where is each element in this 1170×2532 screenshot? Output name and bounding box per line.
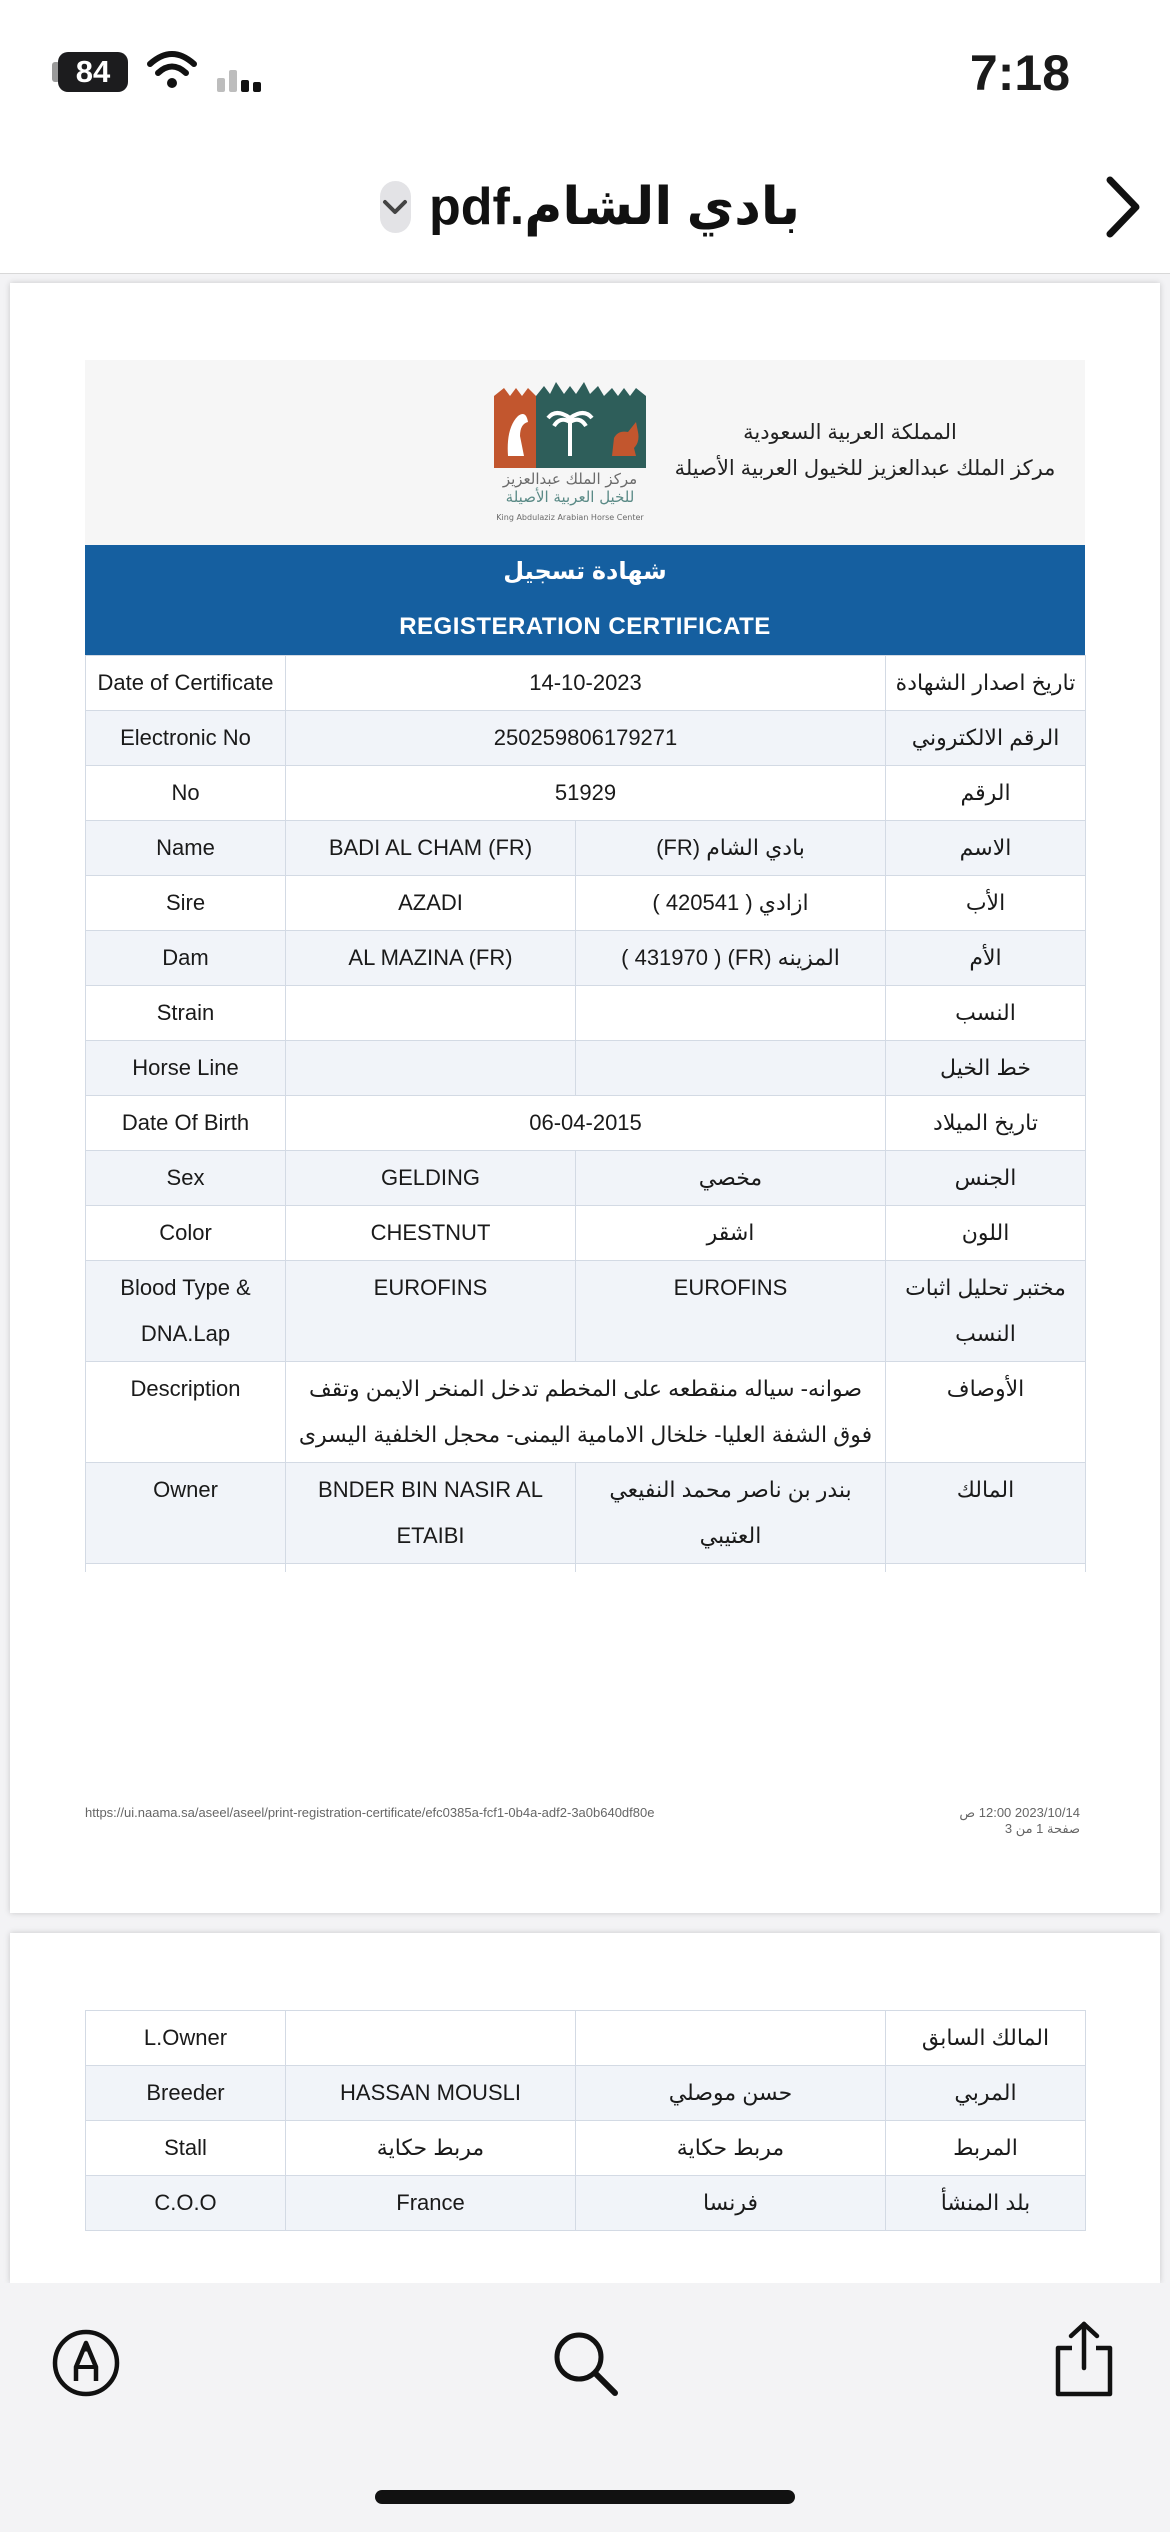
ar-label: الجنس (886, 1151, 1086, 1206)
table-row (86, 2011, 1086, 2066)
document-title: بادي الشام.pdf (428, 178, 800, 236)
ar-value: فرنسا (576, 2176, 886, 2231)
en-value: HASSAN MOUSLI (286, 2066, 576, 2121)
svg-text:مركز الملك عبدالعزيز: مركز الملك عبدالعزيز (502, 470, 638, 488)
header-center-name: مركز الملك عبدالعزيز للخيول العربية الأصيلة (674, 457, 1056, 480)
en-value: France (286, 2176, 576, 2231)
en-label: No (86, 766, 286, 821)
table-row (86, 1206, 1086, 1261)
table-row (86, 876, 1086, 931)
en-value: CHESTNUT (286, 1206, 576, 1261)
wifi-icon (146, 50, 198, 92)
cellular-signal-icon (215, 56, 265, 94)
document-title-button[interactable] (380, 170, 800, 244)
ar-label: اللون (886, 1206, 1086, 1261)
chevron-down-icon[interactable] (380, 181, 411, 233)
en-value: GELDING (286, 1151, 576, 1206)
ar-label: الاسم (886, 821, 1086, 876)
cell-value: 14-10-2023 (286, 656, 886, 711)
header-country: المملكة العربية السعودية (743, 421, 957, 444)
en-label: Sire (86, 876, 286, 931)
home-indicator[interactable] (375, 2490, 795, 2504)
en-label: Description (86, 1362, 286, 1463)
ar-value (576, 986, 886, 1041)
battery-indicator: 84 (58, 52, 128, 92)
table-row (86, 1362, 1086, 1463)
ar-label: تاريخ اصدار الشهادة (886, 656, 1086, 711)
en-value (286, 1041, 576, 1096)
ar-label: النسب (886, 986, 1086, 1041)
chevron-right-icon[interactable] (1098, 172, 1148, 242)
ar-label: المالك السابق (886, 2011, 1086, 2066)
en-value: AL MAZINA (FR) (286, 931, 576, 986)
en-label: Date of Certificate (86, 656, 286, 711)
ar-label: الأب (886, 876, 1086, 931)
svg-text:للخيل العربية الأصيلة: للخيل العربية الأصيلة (505, 488, 635, 506)
en-label: Horse Line (86, 1041, 286, 1096)
ar-label: خط الخيل (886, 1041, 1086, 1096)
cell-value: 250259806179271 (286, 711, 886, 766)
en-value: BNDER BIN NASIR AL ETAIBI (286, 1463, 576, 1564)
svg-text:King Abdulaziz Arabian Horse C: King Abdulaziz Arabian Horse Center (496, 513, 644, 522)
ar-label: الأوصاف (886, 1362, 1086, 1463)
table-row (86, 2176, 1086, 2231)
ar-label: بلد المنشأ (886, 2176, 1086, 2231)
ar-label: مختبر تحليل اثبات النسب (886, 1261, 1086, 1362)
en-value: BADI AL CHAM (FR) (286, 821, 576, 876)
en-label: C.O.O (86, 2176, 286, 2231)
table-row (86, 931, 1086, 986)
table-row (86, 1261, 1086, 1362)
en-label: Sex (86, 1151, 286, 1206)
king-abdulaziz-center-logo-icon (490, 378, 650, 528)
table-row (86, 1463, 1086, 1564)
footer-date (880, 1805, 1080, 1837)
table-row-empty (86, 1564, 1086, 1573)
en-label: Color (86, 1206, 286, 1261)
certificate-table-page-2 (85, 2010, 1086, 2231)
en-label: Blood Type & DNA.Lap (86, 1261, 286, 1362)
cell-value: صوانه- سياله منقطعه على المخطم تدخل المنخر الايمن وتقف فوق الشفة العليا- خلخال الامامية اليمنى- محجل الخلفية اليسرى (286, 1362, 886, 1463)
en-label: Dam (86, 931, 286, 986)
cell-value: 06-04-2015 (286, 1096, 886, 1151)
en-value: AZADI (286, 876, 576, 931)
table-row (86, 1096, 1086, 1151)
en-label: Date Of Birth (86, 1096, 286, 1151)
en-label: L.Owner (86, 2011, 286, 2066)
ar-value: بادي الشام (FR) (576, 821, 886, 876)
ar-value: المزينه (FR) ( 431970 ) (576, 931, 886, 986)
en-label: Strain (86, 986, 286, 1041)
table-row (86, 1041, 1086, 1096)
certificate-table (85, 655, 1086, 1572)
table-row (86, 2066, 1086, 2121)
en-value: مربط حكاية (286, 2121, 576, 2176)
ar-label: تاريخ الميلاد (886, 1096, 1086, 1151)
table-row (86, 656, 1086, 711)
en-label: Electronic No (86, 711, 286, 766)
table-row (86, 821, 1086, 876)
footer-timestamp: 2023/10/14 12:00 ص (959, 1805, 1080, 1820)
search-icon[interactable] (545, 2323, 625, 2403)
en-label: Owner (86, 1463, 286, 1564)
table-row (86, 766, 1086, 821)
en-label: Breeder (86, 2066, 286, 2121)
ar-value: EUROFINS (576, 1261, 886, 1362)
en-label: Name (86, 821, 286, 876)
ar-label: المالك (886, 1463, 1086, 1564)
ar-label: المربط (886, 2121, 1086, 2176)
table-row (86, 711, 1086, 766)
en-label: Stall (86, 2121, 286, 2176)
ar-label: الرقم الالكتروني (886, 711, 1086, 766)
share-icon[interactable] (1044, 2318, 1124, 2398)
banner-title-ar: شهادة تسجيل (503, 558, 667, 585)
ar-value: ازادي ( 420541 ) (576, 876, 886, 931)
ar-value (576, 2011, 886, 2066)
cell-value: 51929 (286, 766, 886, 821)
en-value (286, 986, 576, 1041)
ar-label: الرقم (886, 766, 1086, 821)
ar-value: مخصي (576, 1151, 886, 1206)
ar-label: الأم (886, 931, 1086, 986)
ar-label: المربي (886, 2066, 1086, 2121)
table-row (86, 2121, 1086, 2176)
footer-page-number: صفحة 1 من 3 (1004, 1821, 1080, 1836)
en-value (286, 2011, 576, 2066)
table-row (86, 986, 1086, 1041)
ar-value: بندر بن ناصر محمد النفيعي العتيبي (576, 1463, 886, 1564)
table-row (86, 1151, 1086, 1206)
ar-value: اشقر (576, 1206, 886, 1261)
markup-pen-icon[interactable] (46, 2323, 126, 2403)
en-value: EUROFINS (286, 1261, 576, 1362)
footer-url: https://ui.naama.sa/aseel/aseel/print-registration-certificate/efc0385a-fcf1-0b4a-adf2-3a0b640df80e (85, 1805, 655, 1820)
status-time: 7:18 (969, 45, 1070, 101)
ar-value (576, 1041, 886, 1096)
ar-value: حسن موصلي (576, 2066, 886, 2121)
ar-value: مربط حكاية (576, 2121, 886, 2176)
banner-title-en: REGISTERATION CERTIFICATE (399, 613, 771, 640)
